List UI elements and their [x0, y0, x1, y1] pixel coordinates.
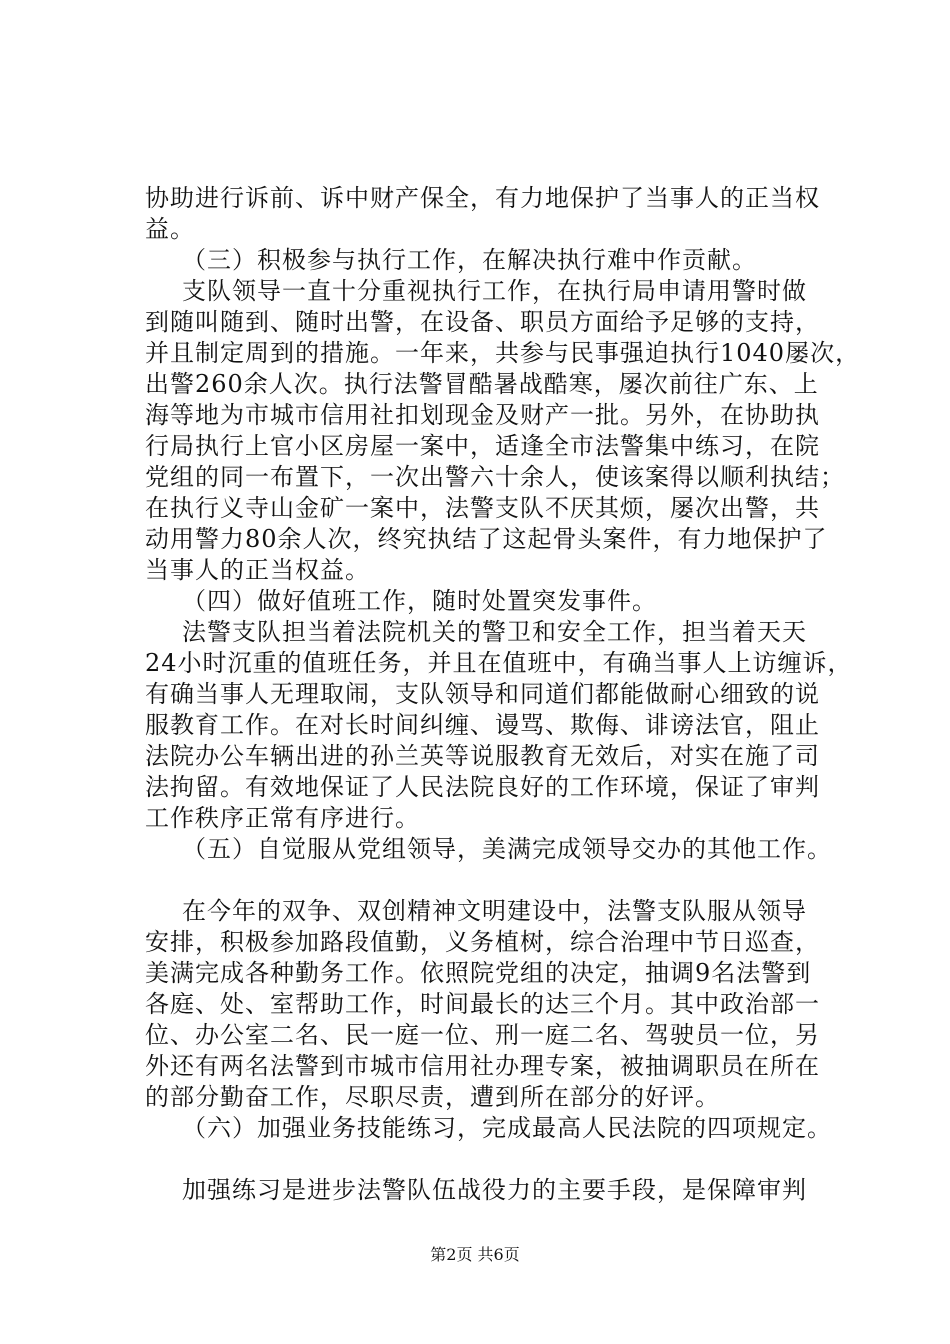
body-line: 服教育工作。在对长时间纠缠、谩骂、欺侮、诽谤法官，阻止 [145, 711, 820, 739]
body-line: 法院办公车辆出进的孙兰英等说服教育无效后，对实在施了司 [145, 742, 820, 770]
section-heading: （六）加强业务技能练习，完成最高人民法院的四项规定。 [182, 1114, 832, 1142]
body-line: 安排，积极参加路段值勤，义务植树，综合治理中节日巡查， [145, 928, 820, 956]
body-line: 海等地为市城市信用社扣划现金及财产一批。另外，在协助执 [145, 401, 820, 429]
body-line: 在执行义寺山金矿一案中，法警支队不厌其烦，屡次出警，共 [145, 494, 820, 522]
section-heading: （五）自觉服从党组领导，美满完成领导交办的其他工作。 [182, 835, 832, 863]
body-line: 美满完成各种勤务工作。依照院党组的决定，抽调9名法警到 [145, 959, 812, 987]
page-number-footer: 第2页 共6页 [430, 1245, 520, 1264]
body-line: 的部分勤奋工作，尽职尽责，遭到所在部分的好评。 [145, 1083, 720, 1111]
body-line: 当事人的正当权益。 [145, 556, 370, 584]
body-line: 有确当事人无理取闹，支队领导和同道们都能做耐心细致的说 [145, 680, 820, 708]
section-heading: （三）积极参与执行工作，在解决执行难中作贡献。 [182, 246, 757, 274]
body-line: 法警支队担当着法院机关的警卫和安全工作，担当着天天 [182, 618, 807, 646]
body-line: 协助进行诉前、诉中财产保全，有力地保护了当事人的正当权 [145, 184, 820, 212]
body-line: 外还有两名法警到市城市信用社办理专案，被抽调职员在所在 [145, 1052, 820, 1080]
body-line: 动用警力80余人次，终究执结了这起骨头案件，有力地保护了 [145, 525, 828, 553]
body-line: 24小时沉重的值班任务，并且在值班中，有确当事人上访缠诉， [145, 649, 853, 677]
body-line: 工作秩序正常有序进行。 [145, 804, 420, 832]
body-line: 益。 [145, 215, 195, 243]
body-line: 各庭、处、室帮助工作，时间最长的达三个月。其中政治部一 [145, 990, 820, 1018]
body-line: 并且制定周到的措施。一年来，共参与民事强迫执行1040屡次， [145, 339, 861, 367]
body-line: 法拘留。有效地保证了人民法院良好的工作环境，保证了审判 [145, 773, 820, 801]
body-line: 党组的同一布置下，一次出警六十余人，使该案得以顺利执结； [145, 463, 845, 491]
body-line: 行局执行上官小区房屋一案中，适逢全市法警集中练习，在院 [145, 432, 820, 460]
body-line: 出警260余人次。执行法警冒酷暑战酷寒，屡次前往广东、上 [145, 370, 819, 398]
body-line: 在今年的双争、双创精神文明建设中，法警支队服从领导 [182, 897, 807, 925]
body-line: 位、办公室二名、民一庭一位、刑一庭二名、驾驶员一位，另 [145, 1021, 820, 1049]
body-line: 支队领导一直十分重视执行工作，在执行局申请用警时做 [182, 277, 807, 305]
body-line: 到随叫随到、随时出警，在设备、职员方面给予足够的支持， [145, 308, 820, 336]
body-line: 加强练习是进步法警队伍战役力的主要手段，是保障审判 [182, 1176, 807, 1204]
section-heading: （四）做好值班工作，随时处置突发事件。 [182, 587, 657, 615]
